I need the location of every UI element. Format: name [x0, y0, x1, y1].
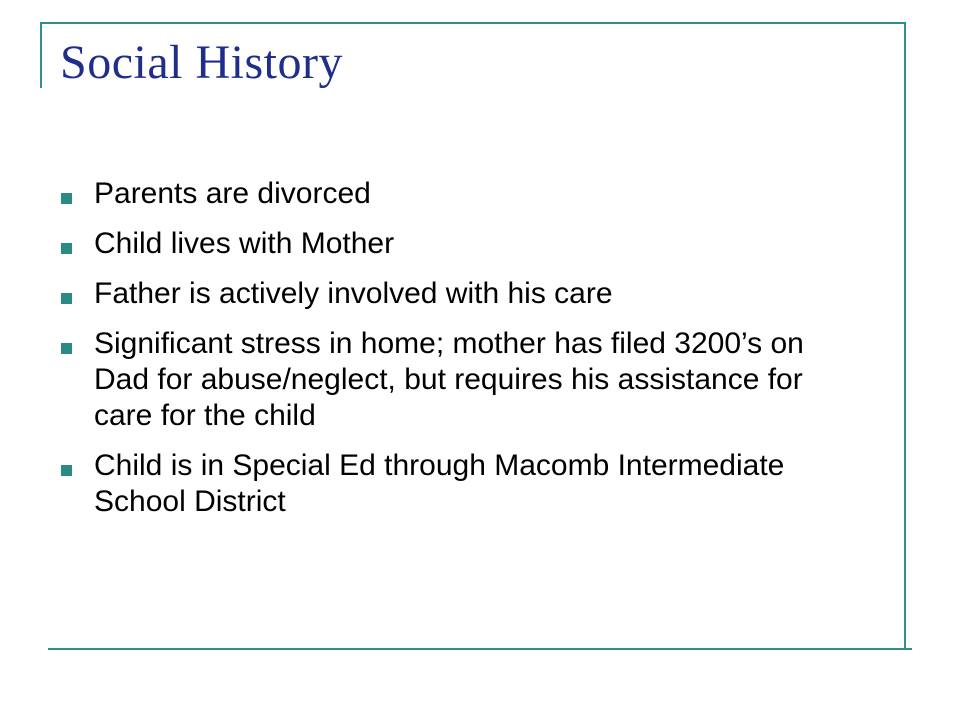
bullet-item [60, 226, 860, 262]
square-bullet-icon [61, 343, 72, 354]
bullet-item [60, 276, 860, 312]
bullet-item [60, 326, 860, 434]
bullet-text: Child lives with Mother [94, 227, 395, 260]
square-bullet-icon [61, 465, 72, 476]
square-bullet-icon [61, 293, 72, 304]
frame-line-bottom [48, 648, 912, 650]
square-bullet-icon [61, 193, 72, 204]
bullet-item [60, 176, 860, 212]
frame-line-right [904, 22, 906, 650]
bullet-text: Child is in Special Ed through Macomb Intermediate School District [94, 449, 785, 518]
slide-title: Social History [60, 36, 343, 89]
bullet-text: Father is actively involved with his care [94, 277, 613, 310]
square-bullet-icon [61, 243, 72, 254]
frame-line-left [40, 22, 42, 88]
bullet-text: Parents are divorced [94, 177, 371, 210]
bullet-list [60, 176, 860, 534]
frame-line-top [40, 22, 906, 24]
bullet-item [60, 448, 860, 520]
bullet-text: Significant stress in home; mother has filed 3200’s on Dad for abuse/neglect, but requires his assistance for care for the child [94, 327, 804, 432]
